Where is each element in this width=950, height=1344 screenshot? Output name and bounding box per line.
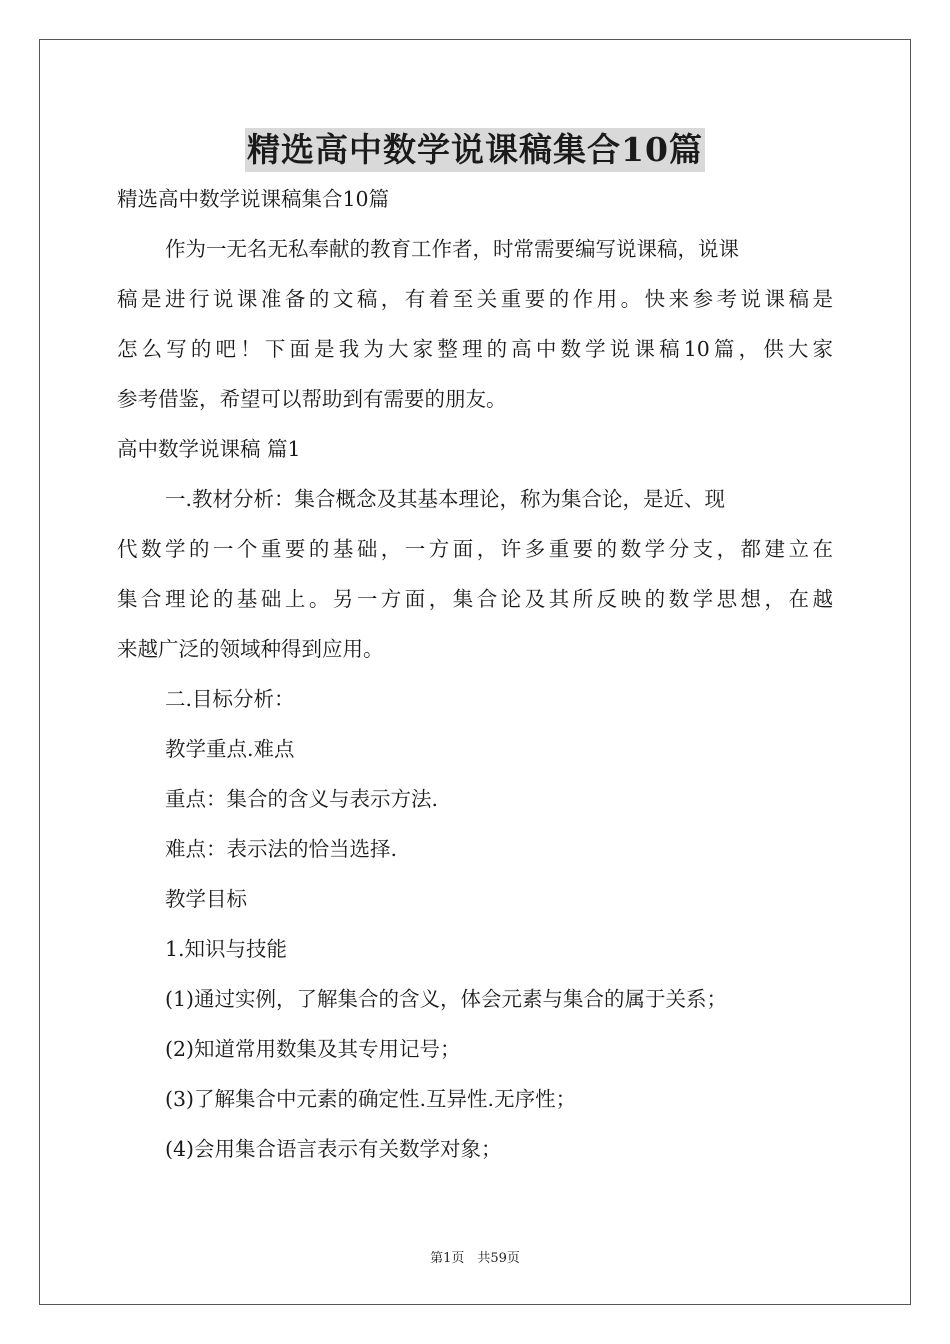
section-heading: 高中数学说课稿 篇1 [117, 437, 301, 461]
knowledge-item: (3)了解集合中元素的确定性.互异性.无序性； [165, 1087, 577, 1111]
analysis-line: 代数学的一个重要的基础，一方面，许多重要的数学分支，都建立在 [117, 537, 833, 561]
intro-line: 怎么写的吧！下面是我为大家整理的高中数学说课稿10篇，供大家 [117, 337, 833, 361]
difficult-point: 难点：表示法的恰当选择. [165, 837, 398, 861]
document-title-text: 精选高中数学说课稿集合10篇 [245, 128, 705, 172]
document-subtitle: 精选高中数学说课稿集合10篇 [117, 187, 390, 211]
knowledge-item: (1)通过实例，了解集合的含义，体会元素与集合的属于关系； [165, 987, 728, 1011]
intro-line: 稿是进行说课准备的文稿，有着至关重要的作用。快来参考说课稿是 [117, 287, 833, 311]
analysis-line: 来越广泛的领域种得到应用。 [117, 637, 384, 661]
knowledge-heading: 1.知识与技能 [165, 937, 288, 961]
key-points-heading: 教学重点.难点 [165, 737, 295, 761]
intro-line: 作为一无名无私奉献的教育工作者，时常需要编写说课稿，说课 [165, 237, 739, 261]
key-point: 重点：集合的含义与表示方法. [165, 787, 439, 811]
intro-line: 参考借鉴，希望可以帮助到有需要的朋友。 [117, 387, 507, 411]
knowledge-item: (4)会用集合语言表示有关数学对象； [165, 1137, 502, 1161]
page-frame [39, 39, 911, 1305]
page-number: 第1页 共59页 [430, 1251, 520, 1266]
analysis-line: 一.教材分析：集合概念及其基本理论，称为集合论，是近、现 [165, 487, 726, 511]
objectives-heading: 教学目标 [165, 887, 247, 911]
goals-heading: 二.目标分析： [165, 687, 295, 711]
document-title [0, 128, 950, 172]
knowledge-item: (2)知道常用数集及其专用记号； [165, 1037, 461, 1061]
analysis-line: 集合理论的基础上。另一方面，集合论及其所反映的数学思想，在越 [117, 587, 833, 611]
